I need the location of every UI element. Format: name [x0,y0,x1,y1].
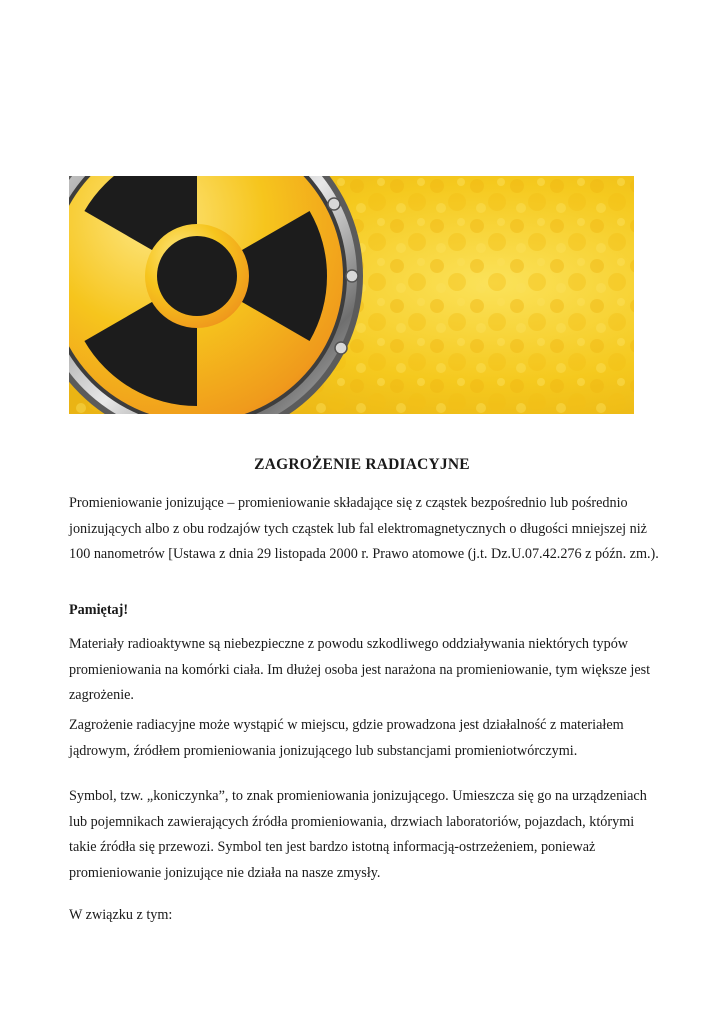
location-paragraph [69,713,659,764]
radiation-banner [69,176,634,414]
paragraph-text: Materiały radioaktywne są niebezpieczne z powodu szkodliwego oddziaływania niektórych typów promieniowania na komórki ciała. Im dłużej osoba jest narażona na promieniowanie, tym większe jest zagrożenie. [69,636,651,704]
paragraph-text: W związku z tym: [69,907,173,923]
page-title: ZAGROŻENIE RADIACYJNE [254,456,470,473]
danger-paragraph [69,632,659,709]
paragraph-text: Symbol, tzw. „koniczynka”, to znak promieniowania jonizującego. Umieszcza się go na urządzeniach lub pojemnikach zawierających źródła promieniowania, drzwiach laboratoriów, pojazdach, którymi takie źródła się przewozi. Symbol ten jest bardzo istotną informacją-ostrzeżeniem, ponieważ promieniowanie jonizujące nie działa na nasze zmysły. [69,788,647,881]
paragraph-text: Pamiętaj! [69,602,129,618]
paragraph-text: Promieniowanie jonizujące – promieniowanie składające się z cząstek bezpośrednio lub pośrednio jonizujących albo z obu rodzajów tych cząstek lub fal elektromagnetycznych o długości mniejszej niż 100 nanometrów [Ustawa z dnia 29 listopada 2000 r. Prawo atomowe (j.t. Dz.U.07.42.276 z późn. zm.). [69,495,659,563]
definition-paragraph [69,491,659,568]
reminder-heading [69,598,659,624]
radiation-trefoil-icon [69,176,634,414]
symbol-paragraph [69,784,659,886]
paragraph-text: Zagrożenie radiacyjne może wystąpić w miejscu, gdzie prowadzona jest działalność z materiałem jądrowym, źródłem promieniowania jonizującego lub substancjami promieniotwórczymi. [69,717,624,759]
conclusion-paragraph [69,903,659,929]
